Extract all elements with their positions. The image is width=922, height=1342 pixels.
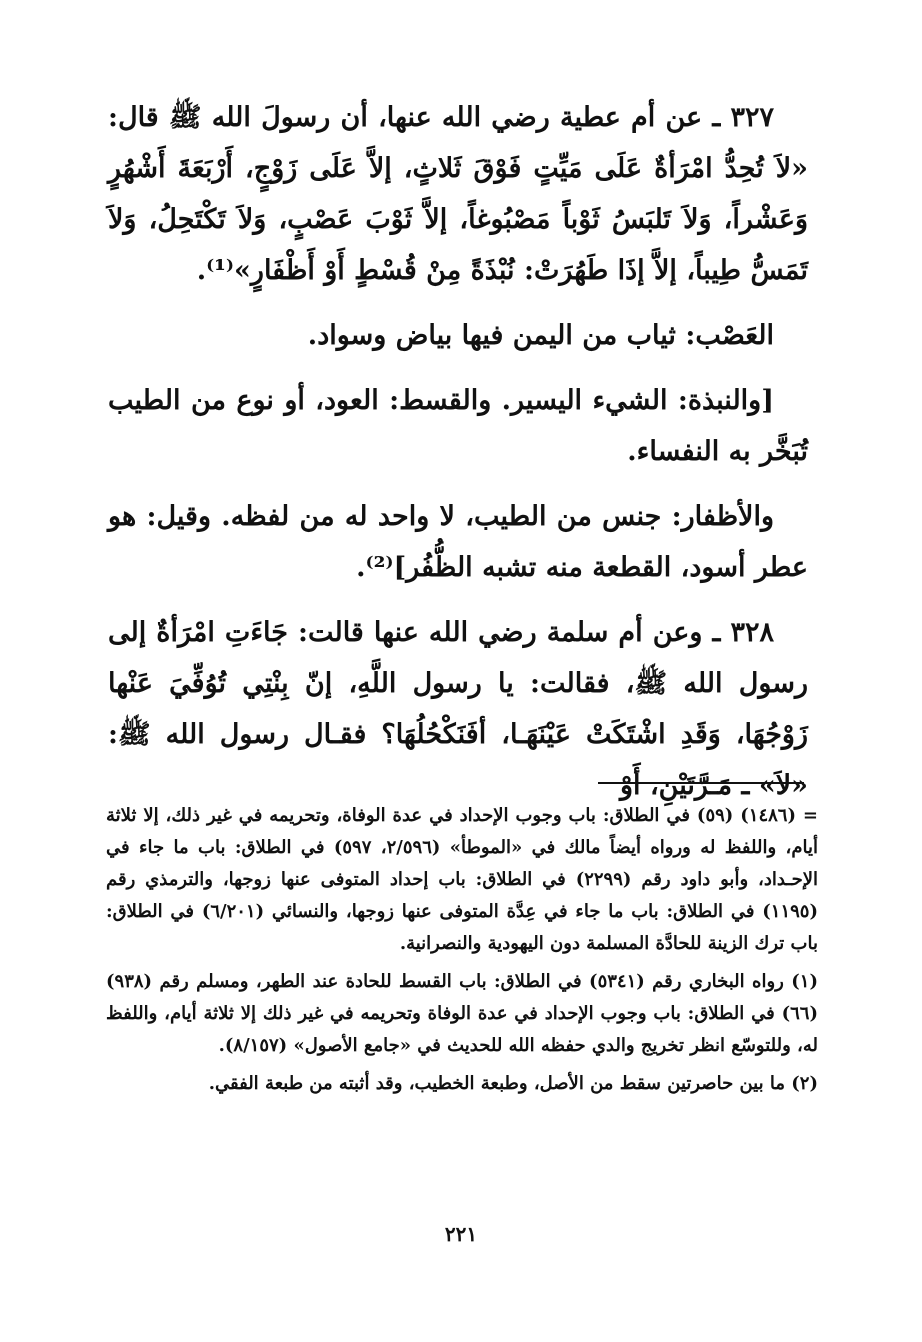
hadith-328-paragraph: ٣٢٨ ـ وعن أم سلمة رضي الله عنها قالت: جَاءَتِ امْرَأةٌ إلى رسول الله ﷺ، فقالت: يا رسول اللَّهِ، إنّ بِنْتِي تُوُفِّيَ عَنْها زَوْجُهَا، وَقَدِ اشْتَكَتْ عَيْنَهَـا، أفَنَكْحُلُهَا؟ فقـال رسول الله ﷺ: «لاَ» ـ مَـرَّتَيْنِ، أَوْ xyxy=(108,617,808,801)
main-text-body xyxy=(108,92,808,825)
hadith-327-paragraph: ٣٢٧ ـ عن أم عطية رضي الله عنها، أن رسولَ الله ﷺ قال: «لاَ تُحِدُّ امْرَأةٌ عَلَى مَيِّتٍ فَوْقَ ثَلاثٍ، إلاَّ عَلَى زَوْجٍ، أَرْبَعَةَ أَشْهُرٍ وَعَشْراً، وَلاَ تَلبَسُ ثَوْباً مَصْبُوغاً، إلاَّ ثَوْبَ عَصْبٍ، وَلاَ تَكْتَحِلُ، وَلاَ تَمَسُّ طِيباً، إلاَّ إذَا طَهُرَتْ: نُبْذَةً مِنْ قُسْطٍ أَوْ أَظْفَارٍ»⁽¹⁾. xyxy=(108,102,808,286)
nubdha-qust-definition-paragraph: [والنبذة: الشيء اليسير. والقسط: العود، أو نوع من الطيب تُبَخَّر به النفساء. xyxy=(108,385,808,467)
footnote-1: (١) رواه البخاري رقم (٥٣٤١) في الطلاق: باب القسط للحادة عند الطهر، ومسلم رقم (٩٣٨) (٦٦) في الطلاق: باب وجوب الإحداد في عدة الوفاة وتحريمه في غير ذلك إلا ثلاثة أيام، واللفظ له، وللتوسّع انظر تخريج والدي حفظه الله للحديث في «جامع الأصول» (٨/١٥٧). xyxy=(106,971,818,1056)
footnote-divider xyxy=(598,782,804,784)
footnote-2: (٢) ما بين حاصرتين سقط من الأصل، وطبعة الخطيب، وقد أثبته من طبعة الفقي. xyxy=(208,1073,818,1094)
azfar-definition-paragraph: والأظفار: جنس من الطيب، لا واحد له من لفظه. وقيل: هو عطر أسود، القطعة منه تشبه الظُّفُر]⁽²⁾. xyxy=(108,501,808,583)
page-number: ٢٢١ xyxy=(444,1222,478,1246)
asb-definition-paragraph: العَصْب: ثياب من اليمن فيها بياض وسواد. xyxy=(307,320,774,351)
footnote-continuation: = (١٤٨٦) (٥٩) في الطلاق: باب وجوب الإحداد في عدة الوفاة، وتحريمه في غير ذلك، إلا ثلاثة أيام، واللفظ له ورواه أيضاً مالك في «الموطأ» (٢/٥٩٦، ٥٩٧) في الطلاق: باب ما جاء في الإحـداد، وأبو داود رقم (٢٢٩٩) في الطلاق: باب إحداد المتوفى عنها زوجها، والترمذي رقم (١١٩٥) في الطلاق: باب ما جاء في عِدَّة المتوفى عنها زوجها، والنسائي (٦/٢٠١) في الطلاق: باب ترك الزينة للحادَّة المسلمة دون اليهودية والنصرانية. xyxy=(106,805,818,954)
footnotes-section xyxy=(106,800,818,1106)
